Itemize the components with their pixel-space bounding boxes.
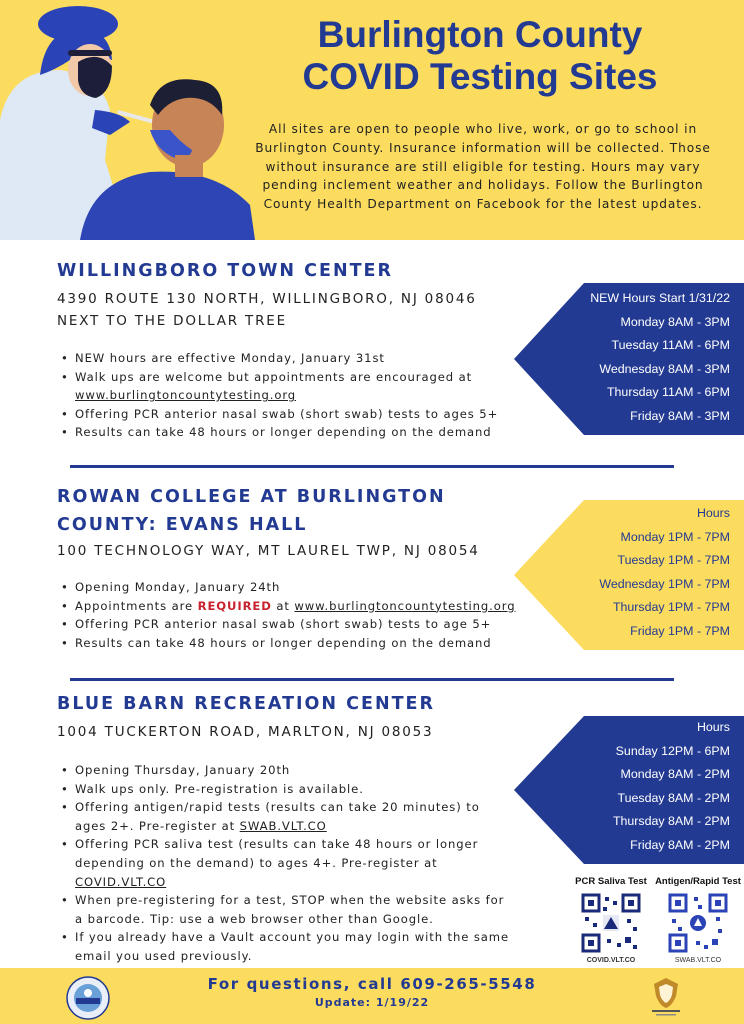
hours-row: Thursday 8AM - 2PM <box>612 814 730 829</box>
section-divider <box>70 678 674 681</box>
bullet-item: • Results can take 48 hours or longer depending on the demand <box>57 423 527 442</box>
site-3-name: BLUE BARN RECREATION CENTER <box>57 694 435 714</box>
qr-code-icon[interactable] <box>668 893 728 953</box>
hours-row: Tuesday 11AM - 6PM <box>611 338 730 353</box>
bullet-item: • When pre-registering for a test, STOP when the website asks for a barcode. Tip: use a web browser other than Google. <box>57 891 547 928</box>
hours-row: Friday 1PM - 7PM <box>630 623 730 638</box>
intro-text: All sites are open to people who live, work, or go to school in Burlington County. Insurance information will be collected. Those without insurance are still eligible for testing. Hours may vary pending inclement weather and holidays. Follow the Burlington County Health Department on Facebook for the latest updates. <box>255 122 711 212</box>
bullet-item: • Opening Monday, January 24th <box>57 578 537 597</box>
hours-row: Wednesday 8AM - 3PM <box>599 361 730 376</box>
title-line-2: COVID Testing Sites <box>302 56 658 97</box>
bullet-item: • Appointments are REQUIRED at www.burlingtoncountytesting.org <box>57 597 537 616</box>
hours-heading: Hours <box>696 506 730 520</box>
page-title <box>230 14 730 98</box>
bullet-item: • Offering PCR anterior nasal swab (short swab) tests to age 5+ <box>57 615 537 634</box>
contact-line: For questions, call 609-265-5548 <box>207 975 537 993</box>
site-1-name: WILLINGBORO TOWN CENTER <box>57 261 393 281</box>
hours-row: Thursday 1PM - 7PM <box>612 600 730 615</box>
site-2-name <box>57 483 446 539</box>
hours-row: Thursday 11AM - 6PM <box>606 385 730 400</box>
covid-link[interactable]: COVID.VLT.CO <box>75 874 167 889</box>
site-3-bullets <box>57 761 547 966</box>
hours-row: Friday 8AM - 3PM <box>630 408 730 423</box>
site-1-bullets <box>57 349 527 442</box>
qr-code-icon[interactable] <box>581 893 641 953</box>
site-1-address-line-2: NEXT TO THE DOLLAR TREE <box>57 313 287 329</box>
site-1-hours-list <box>590 287 730 429</box>
site-2-name-line-1: ROWAN COLLEGE AT BURLINGTON <box>57 487 446 507</box>
hours-row: Friday 8AM - 2PM <box>630 837 730 852</box>
public-health-logo-icon <box>646 976 686 1018</box>
bullet-item: • Offering PCR anterior nasal swab (short swab) tests to ages 5+ <box>57 405 527 424</box>
site-1-testing-link[interactable]: www.burlingtoncountytesting.org <box>75 388 297 403</box>
title-line-1: Burlington County <box>317 14 643 55</box>
hours-row: Tuesday 1PM - 7PM <box>617 553 730 568</box>
testing-illustration <box>0 0 260 240</box>
site-2-address: 100 TECHNOLOGY WAY, MT LAUREL TWP, NJ 08054 <box>57 543 480 559</box>
site-2-bullets <box>57 578 537 652</box>
hours-row: Monday 8AM - 2PM <box>620 767 730 782</box>
site-3-hours-list <box>613 716 730 858</box>
hours-heading: Hours <box>696 720 730 734</box>
required-label: REQUIRED <box>197 598 272 613</box>
bullet-item: • Opening Thursday, January 20th <box>57 761 547 780</box>
site-3-address: 1004 TUCKERTON ROAD, MARLTON, NJ 08053 <box>57 724 434 740</box>
bullet-item: • Walk ups are welcome but appointments are encouraged at www.burlingtoncountytesting.org <box>57 368 527 405</box>
site-2-testing-link[interactable]: www.burlingtoncountytesting.org <box>294 598 516 613</box>
qr-url: SWAB.VLT.CO <box>674 957 722 964</box>
hours-heading: NEW Hours Start 1/31/22 <box>590 291 730 305</box>
section-divider <box>70 465 674 468</box>
bullet-item: • Offering PCR saliva test (results can take 48 hours or longer depending on the demand) to ages 4+. Pre-register at COVID.VLT.CO <box>57 835 547 891</box>
site-2-hours-panel <box>514 500 744 650</box>
site-1-hours-panel <box>514 283 744 435</box>
hours-row: Monday 1PM - 7PM <box>620 529 730 544</box>
site-3-hours-panel <box>514 716 744 864</box>
qr-title: Antigen/Rapid Test <box>655 876 741 887</box>
bullet-item: • If you already have a Vault account you may login with the same email you used previously. <box>57 928 547 965</box>
site-2-name-line-2: COUNTY: EVANS HALL <box>57 515 308 535</box>
hours-row: Monday 8AM - 3PM <box>620 314 730 329</box>
site-1-address <box>57 288 477 332</box>
swab-link[interactable]: SWAB.VLT.CO <box>239 818 327 833</box>
hours-row: Wednesday 1PM - 7PM <box>599 576 730 591</box>
qr-block-antigen <box>652 876 744 964</box>
hours-row: Tuesday 8AM - 2PM <box>617 790 730 805</box>
qr-url: COVID.VLT.CO <box>586 957 636 964</box>
bullet-item: • Offering antigen/rapid tests (results can take 20 minutes) to ages 2+. Pre-register at SWAB.VLT.CO <box>57 798 547 835</box>
qr-title: PCR Saliva Test <box>575 876 647 887</box>
hours-row: Sunday 12PM - 6PM <box>615 743 730 758</box>
site-1-address-line-1: 4390 ROUTE 130 NORTH, WILLINGBORO, NJ 08046 <box>57 291 477 307</box>
site-2-hours-list <box>599 502 730 644</box>
qr-block-pcr <box>568 876 654 964</box>
bullet-item: • Walk ups only. Pre-registration is available. <box>57 780 547 799</box>
update-date: Update: 1/19/22 <box>314 996 430 1009</box>
bullet-item: • Results can take 48 hours or longer depending on the demand <box>57 634 537 653</box>
bullet-item: • NEW hours are effective Monday, January 31st <box>57 349 527 368</box>
